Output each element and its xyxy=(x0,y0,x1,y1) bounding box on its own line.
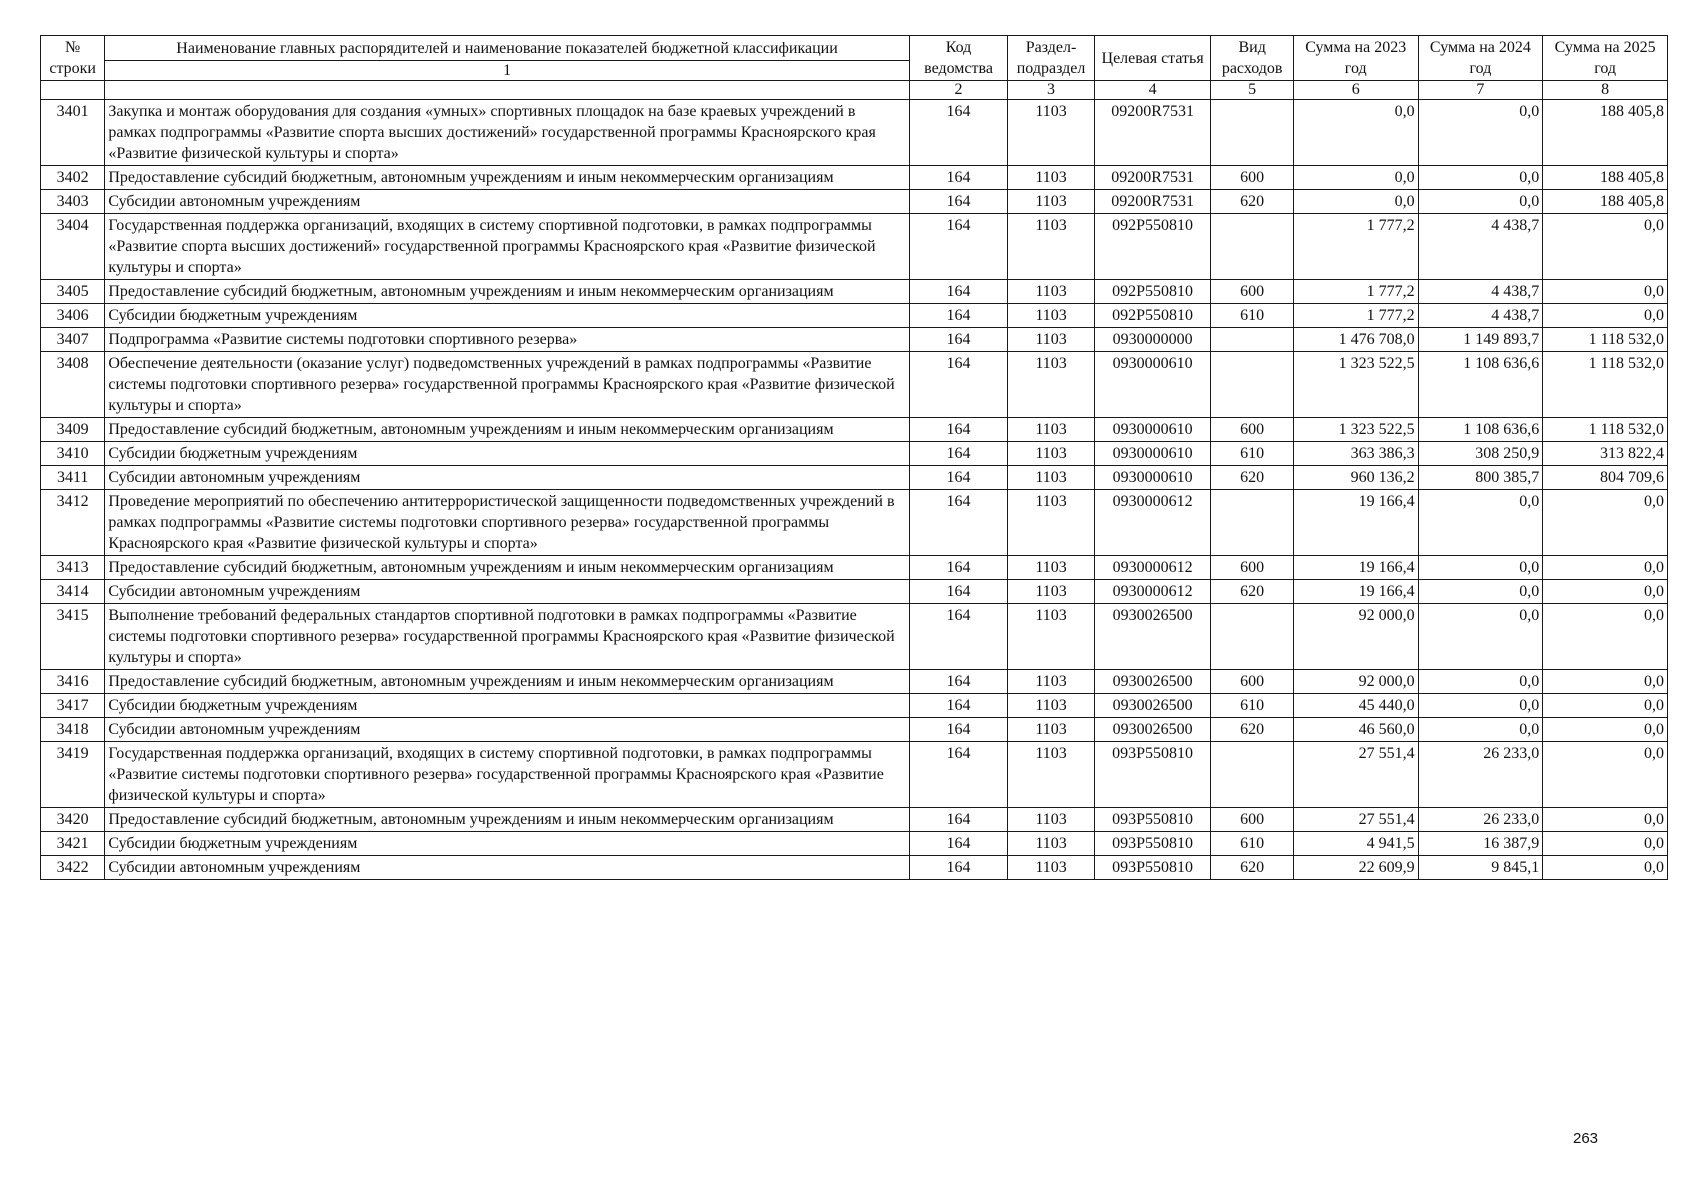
row-sum-2025: 0,0 xyxy=(1543,604,1668,670)
row-dept-code: 164 xyxy=(909,694,1008,718)
row-sum-2025: 0,0 xyxy=(1543,808,1668,832)
row-expense-type xyxy=(1211,604,1293,670)
row-number: 3412 xyxy=(41,490,105,556)
row-number: 3414 xyxy=(41,580,105,604)
row-number: 3415 xyxy=(41,604,105,670)
row-name: Государственная поддержка организаций, входящих в систему спортивной подготовки, в рамках подпрограммы «Развитие системы подготовки спортивного резерва» государственной программы Красноярского края «Развитие физической культуры и спорта» xyxy=(105,742,909,808)
table-row xyxy=(41,280,1668,304)
column-number-row xyxy=(41,81,1668,100)
row-name: Закупка и монтаж оборудования для создания «умных» спортивных площадок на базе краевых учреждений в рамках подпрограммы «Развитие спорта высших достижений» государственной программы Красноярского края «Развитие физической культуры и спорта» xyxy=(105,100,909,166)
row-sum-2024: 0,0 xyxy=(1418,694,1543,718)
row-sum-2023: 1 777,2 xyxy=(1293,304,1418,328)
table-row xyxy=(41,466,1668,490)
row-section: 1103 xyxy=(1008,832,1094,856)
row-sum-2024: 26 233,0 xyxy=(1418,808,1543,832)
row-sum-2023: 92 000,0 xyxy=(1293,604,1418,670)
row-number: 3409 xyxy=(41,418,105,442)
table-row xyxy=(41,832,1668,856)
column-number: 4 xyxy=(1094,81,1211,100)
row-name: Предоставление субсидий бюджетным, автономным учреждениям и иным некоммерческим организациям xyxy=(105,166,909,190)
table-row xyxy=(41,418,1668,442)
row-section: 1103 xyxy=(1008,280,1094,304)
row-expense-type: 610 xyxy=(1211,832,1293,856)
row-sum-2023: 19 166,4 xyxy=(1293,490,1418,556)
row-sum-2023: 0,0 xyxy=(1293,190,1418,214)
row-target: 0930000000 xyxy=(1094,328,1211,352)
row-section: 1103 xyxy=(1008,166,1094,190)
table-row xyxy=(41,694,1668,718)
row-dept-code: 164 xyxy=(909,190,1008,214)
row-dept-code: 164 xyxy=(909,352,1008,418)
row-dept-code: 164 xyxy=(909,604,1008,670)
table-row xyxy=(41,328,1668,352)
row-section: 1103 xyxy=(1008,670,1094,694)
row-number: 3411 xyxy=(41,466,105,490)
row-target: 09200R7531 xyxy=(1094,190,1211,214)
row-sum-2024: 9 845,1 xyxy=(1418,856,1543,880)
budget-table xyxy=(40,35,1668,880)
row-name: Подпрограмма «Развитие системы подготовки спортивного резерва» xyxy=(105,328,909,352)
table-row xyxy=(41,490,1668,556)
row-expense-type: 600 xyxy=(1211,418,1293,442)
row-dept-code: 164 xyxy=(909,100,1008,166)
row-target: 0930026500 xyxy=(1094,694,1211,718)
row-sum-2024: 0,0 xyxy=(1418,490,1543,556)
row-sum-2025: 313 822,4 xyxy=(1543,442,1668,466)
row-expense-type: 610 xyxy=(1211,694,1293,718)
row-name: Субсидии автономным учреждениям xyxy=(105,580,909,604)
row-target: 092P550810 xyxy=(1094,280,1211,304)
row-expense-type: 610 xyxy=(1211,304,1293,328)
header-row xyxy=(41,36,1668,61)
row-sum-2023: 363 386,3 xyxy=(1293,442,1418,466)
row-name: Субсидии автономным учреждениям xyxy=(105,718,909,742)
row-number: 3420 xyxy=(41,808,105,832)
row-sum-2024: 800 385,7 xyxy=(1418,466,1543,490)
row-name: Предоставление субсидий бюджетным, автономным учреждениям и иным некоммерческим организациям xyxy=(105,418,909,442)
header-sum-2024: Сумма на 2024 год xyxy=(1418,36,1543,81)
document-page xyxy=(40,35,1668,880)
row-sum-2025: 1 118 532,0 xyxy=(1543,418,1668,442)
row-sum-2024: 16 387,9 xyxy=(1418,832,1543,856)
row-sum-2024: 26 233,0 xyxy=(1418,742,1543,808)
header-row-no: № строки xyxy=(41,36,105,81)
row-dept-code: 164 xyxy=(909,742,1008,808)
row-dept-code: 164 xyxy=(909,808,1008,832)
row-section: 1103 xyxy=(1008,856,1094,880)
row-expense-type xyxy=(1211,490,1293,556)
row-name: Субсидии бюджетным учреждениям xyxy=(105,832,909,856)
row-expense-type: 600 xyxy=(1211,166,1293,190)
row-target: 0930000612 xyxy=(1094,556,1211,580)
row-sum-2024: 0,0 xyxy=(1418,166,1543,190)
table-row xyxy=(41,100,1668,166)
column-number: 8 xyxy=(1543,81,1668,100)
row-section: 1103 xyxy=(1008,328,1094,352)
table-row xyxy=(41,604,1668,670)
row-expense-type: 620 xyxy=(1211,190,1293,214)
row-expense-type xyxy=(1211,328,1293,352)
row-sum-2025: 1 118 532,0 xyxy=(1543,328,1668,352)
column-number: 7 xyxy=(1418,81,1543,100)
row-number: 3401 xyxy=(41,100,105,166)
row-name: Субсидии бюджетным учреждениям xyxy=(105,694,909,718)
row-sum-2023: 1 476 708,0 xyxy=(1293,328,1418,352)
row-sum-2024: 0,0 xyxy=(1418,670,1543,694)
column-number-blank xyxy=(41,81,105,100)
row-section: 1103 xyxy=(1008,352,1094,418)
table-row xyxy=(41,190,1668,214)
row-target: 0930000612 xyxy=(1094,490,1211,556)
row-target: 0930000612 xyxy=(1094,580,1211,604)
row-number: 3413 xyxy=(41,556,105,580)
row-sum-2025: 0,0 xyxy=(1543,670,1668,694)
table-row xyxy=(41,808,1668,832)
row-sum-2024: 0,0 xyxy=(1418,580,1543,604)
row-target: 092P550810 xyxy=(1094,214,1211,280)
row-sum-2023: 4 941,5 xyxy=(1293,832,1418,856)
row-dept-code: 164 xyxy=(909,418,1008,442)
row-sum-2023: 22 609,9 xyxy=(1293,856,1418,880)
row-sum-2025: 0,0 xyxy=(1543,856,1668,880)
row-dept-code: 164 xyxy=(909,214,1008,280)
row-name: Проведение мероприятий по обеспечению антитеррористической защищенности подведомственных учреждений в рамках подпрограммы «Развитие системы подготовки спортивного резерва» государственной программы Красноярского края «Развитие физической культуры и спорта» xyxy=(105,490,909,556)
row-section: 1103 xyxy=(1008,304,1094,328)
table-row xyxy=(41,166,1668,190)
row-section: 1103 xyxy=(1008,466,1094,490)
header-name: Наименование главных распорядителей и наименование показателей бюджетной классификации xyxy=(105,36,909,61)
row-sum-2025: 0,0 xyxy=(1543,580,1668,604)
row-target: 0930026500 xyxy=(1094,670,1211,694)
row-sum-2024: 1 108 636,6 xyxy=(1418,352,1543,418)
row-expense-type: 620 xyxy=(1211,466,1293,490)
row-section: 1103 xyxy=(1008,604,1094,670)
row-sum-2023: 19 166,4 xyxy=(1293,556,1418,580)
row-number: 3410 xyxy=(41,442,105,466)
row-name: Субсидии бюджетным учреждениям xyxy=(105,304,909,328)
row-sum-2024: 4 438,7 xyxy=(1418,304,1543,328)
row-dept-code: 164 xyxy=(909,580,1008,604)
row-name: Выполнение требований федеральных стандартов спортивной подготовки в рамках подпрограммы «Развитие системы подготовки спортивного резерва» государственной программы Красноярского края «Развитие физической культуры и спорта» xyxy=(105,604,909,670)
row-dept-code: 164 xyxy=(909,442,1008,466)
row-dept-code: 164 xyxy=(909,856,1008,880)
row-section: 1103 xyxy=(1008,442,1094,466)
row-sum-2023: 27 551,4 xyxy=(1293,808,1418,832)
row-dept-code: 164 xyxy=(909,832,1008,856)
row-name: Государственная поддержка организаций, входящих в систему спортивной подготовки, в рамках подпрограммы «Развитие спорта высших достижений» государственной программы Красноярского края «Развитие физической культуры и спорта» xyxy=(105,214,909,280)
row-dept-code: 164 xyxy=(909,328,1008,352)
column-number: 2 xyxy=(909,81,1008,100)
row-sum-2025: 0,0 xyxy=(1543,490,1668,556)
row-sum-2023: 1 323 522,5 xyxy=(1293,418,1418,442)
row-sum-2025: 0,0 xyxy=(1543,742,1668,808)
row-dept-code: 164 xyxy=(909,490,1008,556)
column-number: 3 xyxy=(1008,81,1094,100)
row-expense-type: 620 xyxy=(1211,718,1293,742)
table-row xyxy=(41,556,1668,580)
row-target: 093P550810 xyxy=(1094,808,1211,832)
row-sum-2025: 0,0 xyxy=(1543,556,1668,580)
table-row xyxy=(41,856,1668,880)
row-expense-type xyxy=(1211,742,1293,808)
row-expense-type xyxy=(1211,214,1293,280)
row-sum-2025: 0,0 xyxy=(1543,304,1668,328)
row-target: 093P550810 xyxy=(1094,856,1211,880)
row-expense-type: 610 xyxy=(1211,442,1293,466)
row-section: 1103 xyxy=(1008,742,1094,808)
row-sum-2023: 27 551,4 xyxy=(1293,742,1418,808)
row-target: 0930026500 xyxy=(1094,604,1211,670)
table-body xyxy=(41,100,1668,880)
header-section: Раздел-подраздел xyxy=(1008,36,1094,81)
row-sum-2023: 46 560,0 xyxy=(1293,718,1418,742)
column-number: 5 xyxy=(1211,81,1293,100)
row-sum-2024: 0,0 xyxy=(1418,718,1543,742)
row-dept-code: 164 xyxy=(909,556,1008,580)
row-sum-2024: 308 250,9 xyxy=(1418,442,1543,466)
row-number: 3419 xyxy=(41,742,105,808)
row-section: 1103 xyxy=(1008,694,1094,718)
row-name: Субсидии автономным учреждениям xyxy=(105,856,909,880)
row-expense-type: 620 xyxy=(1211,856,1293,880)
row-sum-2024: 0,0 xyxy=(1418,100,1543,166)
row-sum-2024: 0,0 xyxy=(1418,604,1543,670)
table-row xyxy=(41,670,1668,694)
row-expense-type: 600 xyxy=(1211,280,1293,304)
row-expense-type: 600 xyxy=(1211,808,1293,832)
header-sum-2025: Сумма на 2025 год xyxy=(1543,36,1668,81)
row-section: 1103 xyxy=(1008,490,1094,556)
row-sum-2024: 4 438,7 xyxy=(1418,280,1543,304)
row-number: 3407 xyxy=(41,328,105,352)
row-number: 3402 xyxy=(41,166,105,190)
table-row xyxy=(41,742,1668,808)
row-target: 092P550810 xyxy=(1094,304,1211,328)
row-target: 0930000610 xyxy=(1094,352,1211,418)
row-section: 1103 xyxy=(1008,580,1094,604)
row-number: 3408 xyxy=(41,352,105,418)
row-number: 3404 xyxy=(41,214,105,280)
row-target: 09200R7531 xyxy=(1094,100,1211,166)
row-sum-2024: 0,0 xyxy=(1418,190,1543,214)
row-section: 1103 xyxy=(1008,556,1094,580)
header-sum-2023: Сумма на 2023 год xyxy=(1293,36,1418,81)
row-name: Предоставление субсидий бюджетным, автономным учреждениям и иным некоммерческим организациям xyxy=(105,808,909,832)
row-sum-2024: 1 149 893,7 xyxy=(1418,328,1543,352)
row-sum-2023: 0,0 xyxy=(1293,100,1418,166)
header-expense-type: Вид расходов xyxy=(1211,36,1293,81)
row-sum-2025: 1 118 532,0 xyxy=(1543,352,1668,418)
row-target: 0930026500 xyxy=(1094,718,1211,742)
row-target: 0930000610 xyxy=(1094,418,1211,442)
table-row xyxy=(41,352,1668,418)
row-section: 1103 xyxy=(1008,808,1094,832)
row-name: Субсидии бюджетным учреждениям xyxy=(105,442,909,466)
row-section: 1103 xyxy=(1008,190,1094,214)
row-number: 3416 xyxy=(41,670,105,694)
row-section: 1103 xyxy=(1008,100,1094,166)
row-sum-2023: 1 777,2 xyxy=(1293,280,1418,304)
row-name: Предоставление субсидий бюджетным, автономным учреждениям и иным некоммерческим организациям xyxy=(105,670,909,694)
row-dept-code: 164 xyxy=(909,166,1008,190)
page-number: 263 xyxy=(1573,1130,1599,1147)
row-name: Обеспечение деятельности (оказание услуг) подведомственных учреждений в рамках подпрограммы «Развитие системы подготовки спортивного резерва» государственной программы Красноярского края «Развитие физической культуры и спорта» xyxy=(105,352,909,418)
row-number: 3406 xyxy=(41,304,105,328)
row-dept-code: 164 xyxy=(909,280,1008,304)
row-target: 09200R7531 xyxy=(1094,166,1211,190)
row-number: 3403 xyxy=(41,190,105,214)
row-sum-2025: 188 405,8 xyxy=(1543,190,1668,214)
row-sum-2024: 1 108 636,6 xyxy=(1418,418,1543,442)
row-name: Предоставление субсидий бюджетным, автономным учреждениям и иным некоммерческим организациям xyxy=(105,280,909,304)
row-section: 1103 xyxy=(1008,718,1094,742)
row-number: 3418 xyxy=(41,718,105,742)
row-target: 093P550810 xyxy=(1094,742,1211,808)
row-sum-2025: 0,0 xyxy=(1543,694,1668,718)
row-target: 093P550810 xyxy=(1094,832,1211,856)
row-expense-type xyxy=(1211,352,1293,418)
row-sum-2025: 0,0 xyxy=(1543,214,1668,280)
row-sum-2025: 0,0 xyxy=(1543,280,1668,304)
row-sum-2023: 19 166,4 xyxy=(1293,580,1418,604)
table-row xyxy=(41,442,1668,466)
row-sum-2024: 0,0 xyxy=(1418,556,1543,580)
row-number: 3417 xyxy=(41,694,105,718)
row-expense-type: 620 xyxy=(1211,580,1293,604)
row-sum-2024: 4 438,7 xyxy=(1418,214,1543,280)
row-sum-2025: 0,0 xyxy=(1543,718,1668,742)
row-sum-2023: 1 323 522,5 xyxy=(1293,352,1418,418)
table-row xyxy=(41,214,1668,280)
row-number: 3422 xyxy=(41,856,105,880)
row-sum-2025: 188 405,8 xyxy=(1543,166,1668,190)
row-expense-type xyxy=(1211,100,1293,166)
row-sum-2023: 0,0 xyxy=(1293,166,1418,190)
table-row xyxy=(41,304,1668,328)
row-dept-code: 164 xyxy=(909,670,1008,694)
row-sum-2023: 1 777,2 xyxy=(1293,214,1418,280)
row-target: 0930000610 xyxy=(1094,442,1211,466)
row-section: 1103 xyxy=(1008,418,1094,442)
row-name: Субсидии автономным учреждениям xyxy=(105,466,909,490)
row-section: 1103 xyxy=(1008,214,1094,280)
row-target: 0930000610 xyxy=(1094,466,1211,490)
table-row xyxy=(41,718,1668,742)
column-number: 6 xyxy=(1293,81,1418,100)
row-sum-2023: 960 136,2 xyxy=(1293,466,1418,490)
header-target: Целевая статья xyxy=(1094,36,1211,81)
column-number: 1 xyxy=(105,61,909,81)
row-number: 3405 xyxy=(41,280,105,304)
header-dept-code: Код ведомства xyxy=(909,36,1008,81)
row-sum-2025: 804 709,6 xyxy=(1543,466,1668,490)
row-expense-type: 600 xyxy=(1211,670,1293,694)
row-name: Предоставление субсидий бюджетным, автономным учреждениям и иным некоммерческим организациям xyxy=(105,556,909,580)
row-sum-2025: 0,0 xyxy=(1543,832,1668,856)
row-dept-code: 164 xyxy=(909,718,1008,742)
row-sum-2025: 188 405,8 xyxy=(1543,100,1668,166)
row-sum-2023: 92 000,0 xyxy=(1293,670,1418,694)
table-row xyxy=(41,580,1668,604)
row-dept-code: 164 xyxy=(909,466,1008,490)
row-dept-code: 164 xyxy=(909,304,1008,328)
row-sum-2023: 45 440,0 xyxy=(1293,694,1418,718)
row-number: 3421 xyxy=(41,832,105,856)
row-expense-type: 600 xyxy=(1211,556,1293,580)
row-name: Субсидии автономным учреждениям xyxy=(105,190,909,214)
